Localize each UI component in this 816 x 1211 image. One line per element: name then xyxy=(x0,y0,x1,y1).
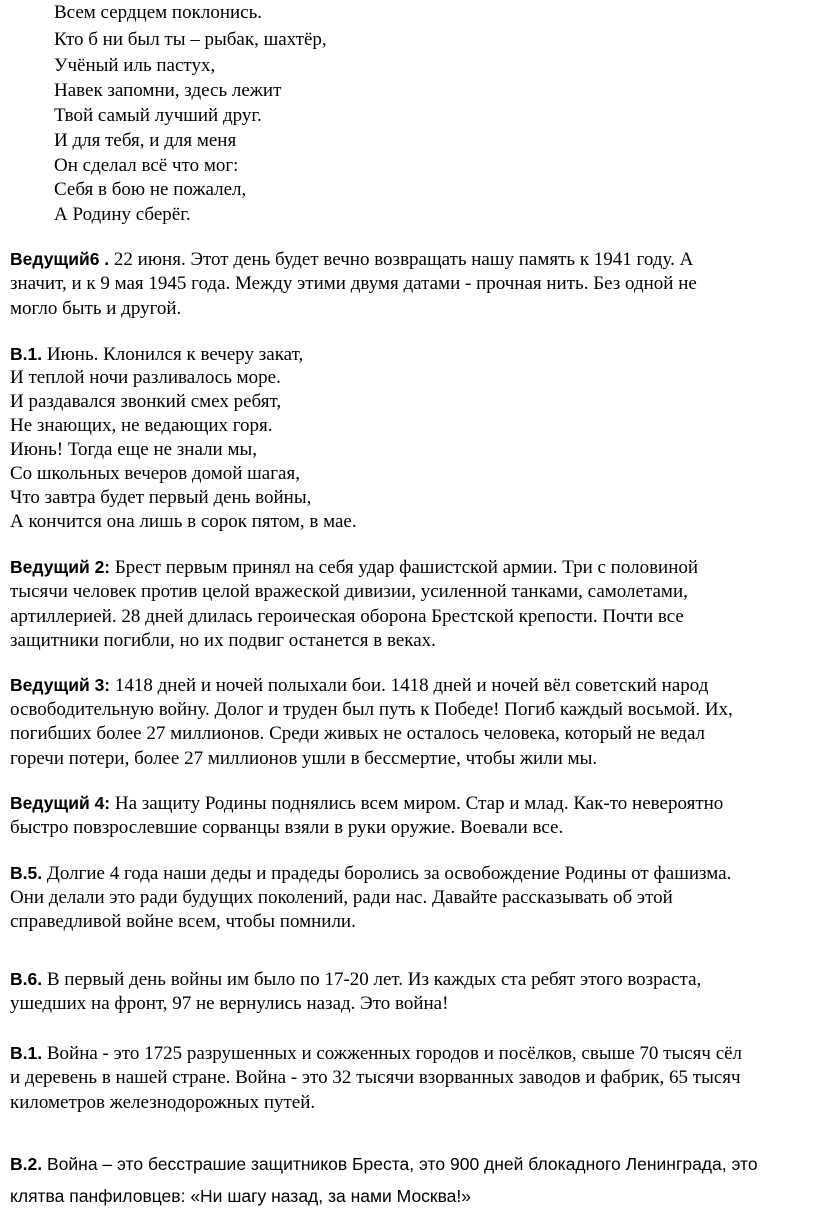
speaker-label: В.6. xyxy=(10,969,43,989)
paragraph-text: горечи потери, более 27 миллионов ушли в бессмертие, чтобы жили мы. xyxy=(10,748,598,769)
paragraph-text: справедливой войне всем, чтобы помнили. xyxy=(10,911,356,932)
poem-line: Он сделал всё что мог: xyxy=(54,155,239,176)
poem-line: Всем сердцем поклонись. xyxy=(54,2,262,23)
speaker-label: Ведущий 4: xyxy=(10,793,111,813)
paragraph-text: быстро повзрослевшие сорванцы взяли в руки оружие. Воевали все. xyxy=(10,817,564,838)
paragraph-text: могло быть и другой. xyxy=(10,298,182,319)
paragraph-text: освободительную войну. Долог и труден был путь к Победе! Погиб каждый восьмой. Их, xyxy=(10,699,733,720)
paragraph-text: Июнь. Клонился к вечеру закат, xyxy=(42,344,304,365)
poem-line: И для тебя, и для меня xyxy=(54,130,237,151)
paragraph-text: и деревень в нашей стране. Война - это 32 тысячи взорванных заводов и фабрик, 65 тысяч xyxy=(10,1067,741,1088)
paragraph-text: артиллерией. 28 дней длилась героическая оборона Брестской крепости. Почти все xyxy=(10,606,684,627)
paragraph-text: значит, и к 9 мая 1945 года. Между этими двумя датами - прочная нить. Без одной не xyxy=(10,273,697,294)
poem-line: Навек запомни, здесь лежит xyxy=(54,80,282,101)
poem-line: Твой самый лучший друг. xyxy=(54,105,262,126)
paragraph-text: 22 июня. Этот день будет вечно возвращать нашу память к 1941 году. А xyxy=(109,249,694,270)
poem-line: Учёный иль пастух, xyxy=(54,55,216,76)
poem-line: Кто б ни был ты – рыбак, шахтёр, xyxy=(54,29,327,50)
speaker-label: Ведущий 3: xyxy=(10,675,111,695)
speaker-label: В.1. xyxy=(10,344,43,364)
paragraph-text: Что завтра будет первый день войны, xyxy=(10,487,312,508)
poem-line: Себя в бою не пожалел, xyxy=(54,179,247,200)
poem-line: А Родину сберёг. xyxy=(54,204,191,225)
paragraph-text: 1418 дней и ночей полыхали бои. 1418 дней и ночей вёл советский народ xyxy=(110,675,709,696)
paragraph-text: тысячи человек против целой вражеской дивизии, усиленной танками, самолетами, xyxy=(10,581,688,602)
paragraph-text: клятва панфиловцев: «Ни шагу назад, за нами Москва!» xyxy=(10,1186,472,1206)
paragraph-text: И теплой ночи разливалось море. xyxy=(10,367,281,388)
paragraph-text: Они делали это ради будущих поколений, ради нас. Давайте рассказывать об этой xyxy=(10,887,673,908)
paragraph-text: А кончится она лишь в сорок пятом, в мае. xyxy=(10,511,357,532)
paragraph-text: Долгие 4 года наши деды и прадеды боролись за освобождение Родины от фашизма. xyxy=(42,863,732,884)
paragraph-text: километров железнодорожных путей. xyxy=(10,1092,316,1113)
paragraph-text: Война - это 1725 разрушенных и сожженных городов и посёлков, свыше 70 тысяч сёл xyxy=(42,1043,743,1064)
speaker-label: В.1. xyxy=(10,1043,43,1063)
paragraph-text: Брест первым принял на себя удар фашистской армии. Три с половиной xyxy=(110,557,699,578)
paragraph-text: Война – это бесстрашие защитников Бреста, это 900 дней блокадного Ленинграда, это xyxy=(42,1154,758,1174)
paragraph-text: Не знающих, не ведающих горя. xyxy=(10,415,273,436)
paragraph-text: На защиту Родины поднялись всем миром. Стар и млад. Как-то невероятно xyxy=(110,793,724,814)
paragraph-text: погибших более 27 миллионов. Среди живых не осталось человека, который не ведал xyxy=(10,723,706,744)
speaker-label: Ведущий6 . xyxy=(10,249,110,269)
paragraph-text: защитники погибли, но их подвиг останется в веках. xyxy=(10,630,436,651)
speaker-label: В.5. xyxy=(10,863,43,883)
paragraph-text: ушедших на фронт, 97 не вернулись назад. Это война! xyxy=(10,993,449,1014)
speaker-label: В.2. xyxy=(10,1154,43,1174)
paragraph-text: И раздавался звонкий смех ребят, xyxy=(10,391,282,412)
speaker-label: Ведущий 2: xyxy=(10,557,111,577)
paragraph-text: Со школьных вечеров домой шагая, xyxy=(10,463,300,484)
paragraph-text: В первый день войны им было по 17-20 лет. Из каждых ста ребят этого возраста, xyxy=(42,969,702,990)
paragraph-text: Июнь! Тогда еще не знали мы, xyxy=(10,439,258,460)
